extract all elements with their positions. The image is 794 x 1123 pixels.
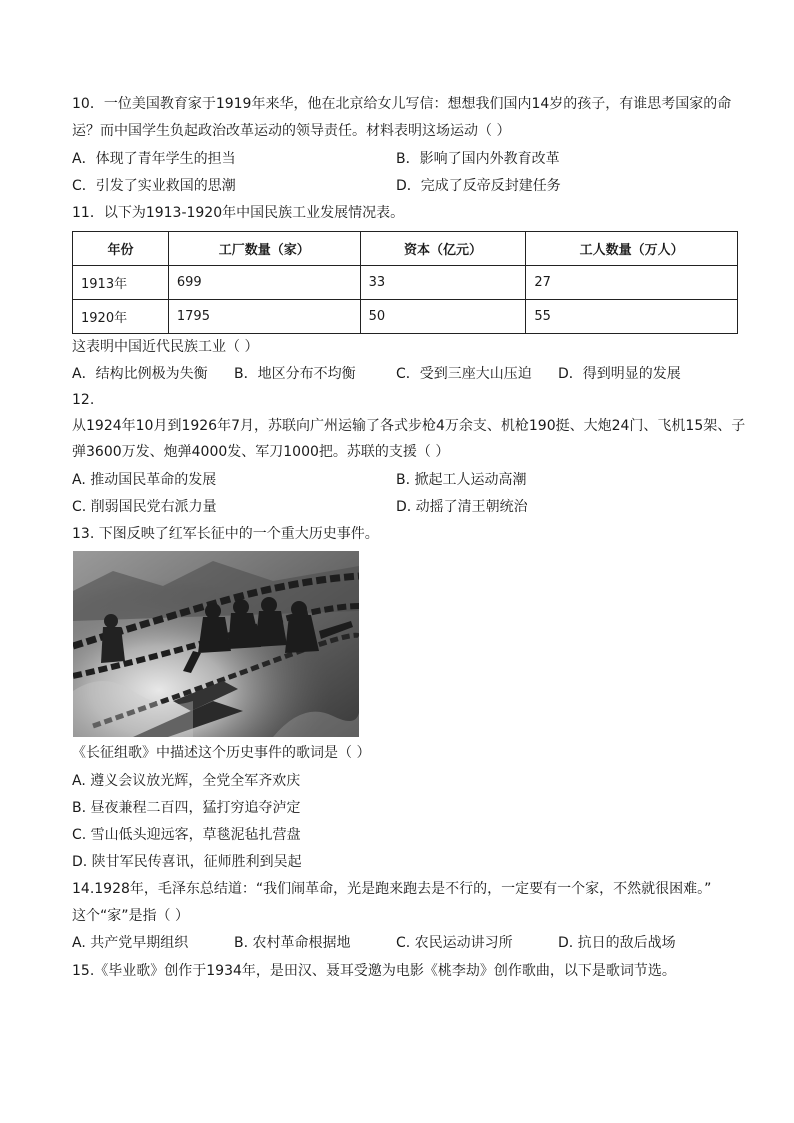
q12-option-d: D. 动摇了清王朝统治 — [396, 499, 528, 515]
q11-option-d: D．得到明显的发展 — [558, 366, 681, 382]
table-header-cell: 工人数量（万人） — [526, 232, 738, 266]
q13-option-a: A. 遵义会议放光辉，全党全军齐欢庆 — [72, 773, 301, 789]
q14-option-c: C. 农民运动讲习所 — [396, 935, 513, 951]
table-cell: 699 — [168, 266, 360, 300]
q13-option-c: C. 雪山低头迎远客，草毯泥毡扎营盘 — [72, 827, 301, 843]
table-cell: 27 — [526, 266, 738, 300]
q10-option-a: A．体现了青年学生的担当 — [72, 151, 236, 167]
q11-option-b: B．地区分布不均衡 — [234, 366, 356, 382]
table-header-cell: 工厂数量（家） — [168, 232, 360, 266]
q11-option-c: C．受到三座大山压迫 — [396, 366, 532, 382]
q12-option-c: C. 削弱国民党右派力量 — [72, 499, 217, 515]
q14-option-d: D. 抗日的敌后战场 — [558, 935, 676, 951]
q13-option-b: B. 昼夜兼程二百四，猛打穷追夺泸定 — [72, 800, 301, 816]
table-cell: 1795 — [168, 300, 360, 334]
q12-option-a: A. 推动国民革命的发展 — [72, 472, 217, 488]
q14-stem-line1: 14.1928年，毛泽东总结道：“我们闹革命，光是跑来跑去是不行的，一定要有一个家，不然就很困难。” — [72, 881, 712, 897]
q12-option-b: B. 掀起工人运动高潮 — [396, 472, 527, 488]
q10-stem-line2: 运？而中国学生负起政治改革运动的领导责任。材料表明这场运动（ ） — [72, 123, 511, 139]
table-cell: 1920年 — [73, 300, 169, 334]
q11-option-a: A．结构比例极为失衡 — [72, 366, 208, 382]
luding-bridge-painting-svg — [73, 551, 359, 737]
table-cell: 50 — [360, 300, 526, 334]
q10-option-c: C．引发了实业救国的思潮 — [72, 178, 236, 194]
q14-option-b: B. 农村革命根据地 — [234, 935, 351, 951]
table-cell: 33 — [360, 266, 526, 300]
q13-after-text: 《长征组歌》中描述这个历史事件的歌词是（ ） — [72, 745, 371, 761]
q10-stem-line1: 10．一位美国教育家于1919年来华，他在北京给女儿写信：想想我们国内14岁的孩子，有谁思考国家的命 — [72, 96, 732, 112]
table-row — [73, 266, 738, 300]
q10-option-d: D．完成了反帝反封建任务 — [396, 178, 561, 194]
table-cell: 1913年 — [73, 266, 169, 300]
table-cell: 55 — [526, 300, 738, 334]
q11-stem: 11．以下为1913-1920年中国民族工业发展情况表。 — [72, 205, 405, 221]
q12-stem-line2: 弹3600万发、炮弹4000发、军刀1000把。苏联的支援（ ） — [72, 444, 450, 460]
q15-stem: 15.《毕业歌》创作于1934年，是田汉、聂耳受邀为电影《桃李劫》创作歌曲，以下是歌词节选。 — [72, 963, 676, 979]
q11-after-text: 这表明中国近代民族工业（ ） — [72, 339, 259, 355]
table-header-cell: 资本（亿元） — [360, 232, 526, 266]
luding-bridge-painting — [73, 551, 359, 737]
q10-option-b: B．影响了国内外教育改革 — [396, 151, 560, 167]
q13-option-d: D. 陕甘军民传喜讯，征师胜利到吴起 — [72, 854, 302, 870]
q12-stem-line1: 从1924年10月到1926年7月，苏联向广州运输了各式步枪4万余支、机枪190挺、大炮24门、飞机15架、子 — [72, 418, 746, 434]
q13-stem: 13. 下图反映了红军长征中的一个重大历史事件。 — [72, 526, 379, 542]
q14-option-a: A. 共产党早期组织 — [72, 935, 189, 951]
q12-number: 12. — [72, 392, 95, 408]
table-header-row — [73, 232, 738, 266]
table-row — [73, 300, 738, 334]
table-header-cell: 年份 — [73, 232, 169, 266]
industry-table — [72, 231, 738, 334]
q14-stem-line2: 这个“家”是指（ ） — [72, 908, 189, 924]
